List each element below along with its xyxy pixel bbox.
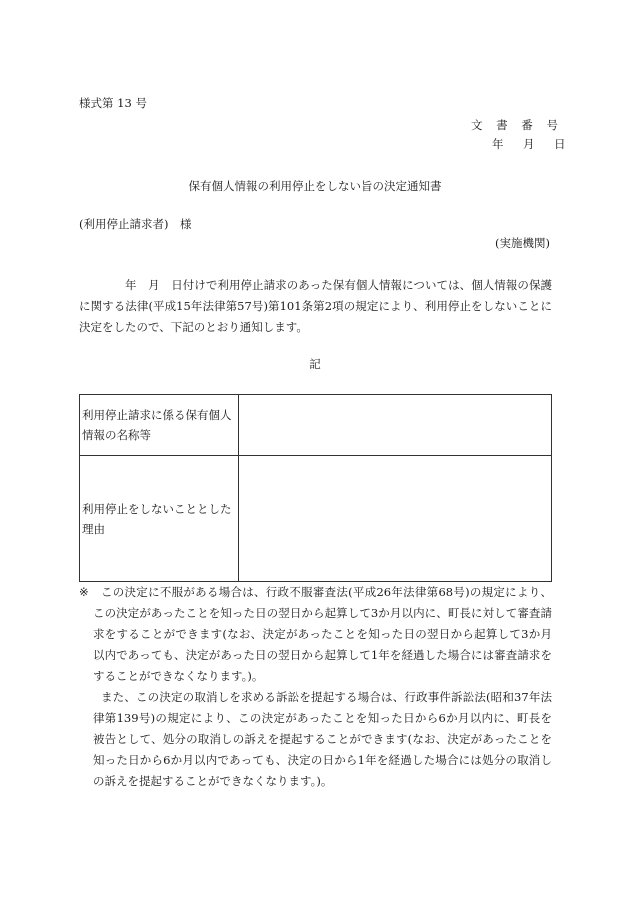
notes-section: [79, 582, 552, 792]
table-row: [80, 456, 552, 582]
document-title: 保有個人情報の利用停止をしない旨の決定通知書: [188, 179, 442, 193]
body-paragraph: 年 月 日付けで利用停止請求のあった保有個人情報については、個人情報の保護に関する法律(平成15年法律第57号)第101条第2項の規定により、利用停止をしないことに決定をしたので、下記のとおり通知します。: [79, 278, 552, 334]
note-paragraph-2: また、この決定の取消しを求める訴訟を提起する場合は、行政事件訴訟法(昭和37年法律第139号)の規定により、この決定があったことを知った日から6か月以内に、町長を被告として、処分の取消しの訴えを提起することができます(なお、決定があったことを知った日から6か月以内であっても、決定の日から1年を経過した場合には処分の取消しの訴えを提起することができなくなります。)。: [93, 690, 552, 788]
document-number: 文 書 番 号: [471, 118, 563, 132]
table-row: [80, 395, 552, 456]
table-row-label: 利用停止請求に係る保有個人情報の名称等: [80, 395, 239, 456]
ki-heading: 記: [309, 357, 321, 371]
info-table: [79, 394, 552, 582]
note-mark: ※: [79, 585, 89, 599]
note-paragraph-1: この決定に不服がある場合は、行政不服審査法(平成26年法律第68号)の規定により、この決定があったことを知った日の翌日から起算して3か月以内に、町長に対して審査請求をすることができます(なお、決定があったことを知った日の翌日から起算して3か月以内であっても、決定があった日の翌日から起算して1年を経過した場合には審査請求をすることができなくなります。)。: [93, 585, 552, 683]
note-block: [79, 582, 552, 792]
date-line: 年 月 日: [492, 137, 570, 151]
addressee: (利用停止請求者) 様: [79, 217, 192, 231]
issuing-agency: (実施機関): [495, 236, 550, 250]
table-row-value: [239, 395, 552, 456]
form-number: 様式第 13 号: [79, 96, 147, 110]
table-row-value: [239, 456, 552, 582]
table-row-label: 利用停止をしないこととした理由: [80, 456, 239, 582]
